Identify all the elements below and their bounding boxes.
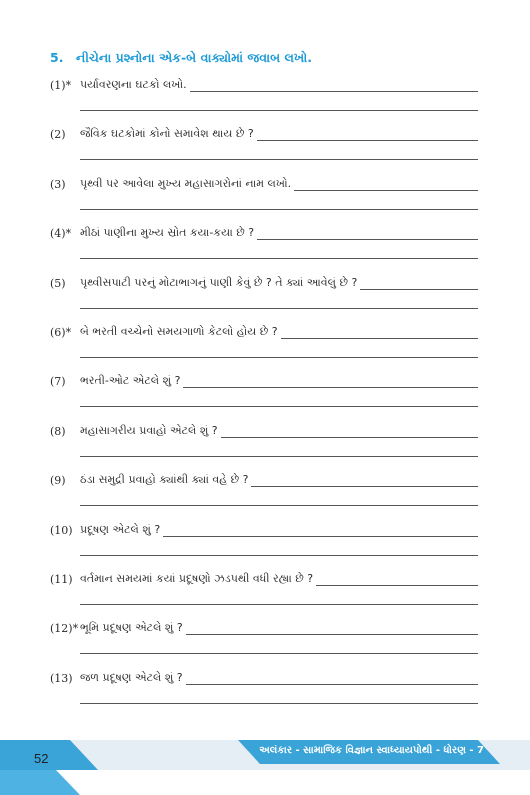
answer-line[interactable]	[221, 426, 478, 438]
question-item	[50, 619, 478, 657]
answer-line[interactable]	[80, 209, 478, 210]
question-row	[50, 274, 478, 290]
answer-line[interactable]	[183, 376, 478, 388]
section-heading	[50, 50, 490, 66]
answer-line[interactable]	[80, 258, 478, 259]
question-number: (2)	[50, 128, 66, 142]
section-title: નીચેના પ્રશ્નોના એક-બે વાક્યોમાં જવાબ લખો.	[76, 50, 313, 65]
question-item	[50, 274, 478, 312]
question-text: જળ પ્રદૂષણ એટલે શું ?	[80, 670, 183, 684]
question-row	[50, 224, 478, 240]
question-number: (4)*	[50, 227, 72, 241]
question-item	[50, 76, 478, 114]
question-number: (11)	[50, 573, 73, 586]
question-text: ભૂમિ પ્રદૂષણ એટલે શું ?	[80, 621, 183, 635]
question-number: (3)	[50, 177, 66, 191]
question-row	[50, 372, 478, 388]
question-row	[50, 521, 478, 537]
answer-line[interactable]	[80, 604, 478, 605]
answer-line[interactable]	[294, 179, 478, 191]
answer-line[interactable]	[281, 327, 478, 339]
question-item	[50, 422, 478, 460]
question-item	[50, 224, 478, 262]
question-text: મીઠાં પાણીના મુખ્ય સ્રોત કયા-કયા છે ?	[80, 226, 255, 240]
question-row	[50, 422, 478, 438]
section-number: 5.	[50, 50, 64, 65]
answer-line[interactable]	[80, 357, 478, 358]
question-text: જૈવિક ઘટકોમાં કોનો સમાવેશ થાય છે ?	[80, 127, 254, 141]
question-number: (6)*	[50, 326, 72, 339]
question-text: મહાસાગરીય પ્રવાહો એટલે શું ?	[80, 423, 218, 437]
answer-line[interactable]	[257, 129, 478, 141]
question-row	[50, 619, 478, 635]
question-row	[50, 175, 478, 191]
question-text: પૃથ્વીસપાટી પરનું મોટાભાગનું પાણી કેવું છે ? તે ક્યાં આવેલું છે ?	[80, 275, 358, 289]
question-item	[50, 669, 478, 707]
question-row	[50, 323, 478, 339]
question-row	[50, 76, 478, 92]
question-number: (1)*	[50, 79, 72, 92]
question-text: ભરતી-ઓટ એટલે શું ?	[80, 374, 181, 388]
question-item	[50, 570, 478, 608]
answer-line[interactable]	[80, 555, 478, 556]
question-item	[50, 125, 478, 163]
question-text: પ્રદૂષણ એટલે શું ?	[80, 522, 161, 536]
question-item	[50, 175, 478, 213]
answer-line[interactable]	[257, 228, 478, 240]
footer-title: અલંકાર - સામાજિક વિજ્ઞાન સ્વાધ્યાયપોથી - ધોરણ - 7	[259, 745, 484, 756]
answer-line[interactable]	[80, 703, 478, 704]
answer-line[interactable]	[186, 673, 478, 685]
answer-line[interactable]	[80, 653, 478, 654]
answer-line[interactable]	[360, 278, 478, 290]
answer-line[interactable]	[80, 406, 478, 407]
answer-line[interactable]	[80, 456, 478, 457]
answer-line[interactable]	[80, 159, 478, 160]
question-item	[50, 323, 478, 361]
question-text: વર્તમાન સમયમાં કયાં પ્રદૂષણો ઝડપથી વધી રહ્યા છે ?	[80, 572, 314, 585]
question-number: (7)	[50, 375, 66, 389]
question-item	[50, 471, 478, 509]
answer-line[interactable]	[80, 505, 478, 506]
question-text: પર્યાવરણના ઘટકો લખો.	[80, 78, 187, 91]
question-number: (13)	[50, 671, 73, 685]
question-number: (10)	[50, 523, 73, 537]
question-row	[50, 669, 478, 685]
question-row	[50, 125, 478, 141]
question-number: (5)	[50, 276, 66, 290]
answer-line[interactable]	[80, 110, 478, 111]
page-number: 52	[34, 751, 49, 766]
question-row	[50, 471, 478, 487]
answer-line[interactable]	[186, 623, 478, 635]
question-row	[50, 570, 478, 586]
answer-line[interactable]	[316, 574, 478, 586]
question-number: (8)	[50, 424, 66, 438]
question-item	[50, 521, 478, 559]
answer-line[interactable]	[80, 308, 478, 309]
question-number: (9)	[50, 474, 66, 488]
question-text: ઠંડા સમુદ્રી પ્રવાહો ક્યાંથી ક્યાં વહે છે ?	[80, 473, 249, 487]
answer-line[interactable]	[163, 525, 478, 537]
question-text: બે ભરતી વચ્ચેનો સમયગાળો કેટલો હોય છે ?	[80, 325, 278, 338]
question-number: (12)*	[50, 622, 79, 636]
question-item	[50, 372, 478, 410]
question-text: પૃથ્વી પર આવેલા મુખ્ય મહાસાગરોનાં નામ લખો.	[80, 176, 292, 190]
answer-line[interactable]	[251, 475, 478, 487]
answer-line[interactable]	[190, 80, 478, 92]
